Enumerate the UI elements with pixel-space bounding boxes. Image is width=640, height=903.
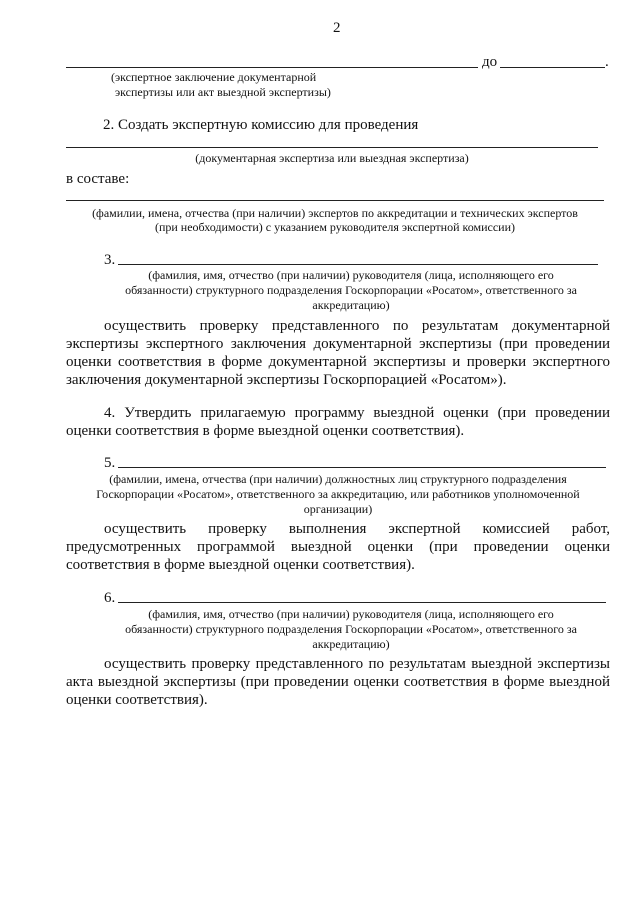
caption: (документарная экспертиза или выездная экспертиза)	[195, 151, 469, 165]
blank-line	[500, 67, 605, 68]
caption: (при необходимости) с указанием руководителя экспертной комиссии)	[154, 220, 516, 234]
blank-line	[66, 147, 598, 148]
caption: (фамилия, имя, отчество (при наличии) руководителя (лица, исполняющего его	[148, 607, 554, 621]
caption: аккредитацию)	[312, 637, 390, 651]
page-number: 2	[333, 20, 341, 36]
caption: обязанности) структурного подразделения Госкорпорации «Росатом», ответственного за	[125, 622, 577, 636]
blank-line	[118, 602, 606, 603]
paragraph-4: 4. Утвердить прилагаемую программу выездной оценки (при проведении	[104, 405, 610, 421]
blank-line	[66, 200, 604, 201]
body-line: оценки соответствия в форме документарной экспертизы и проверки экспертного	[66, 354, 610, 370]
caption: аккредитацию)	[312, 298, 390, 312]
blank-line	[118, 467, 606, 468]
blank-line	[66, 67, 478, 68]
body-line: предусмотренных программой выездной оценки (при проведении оценки	[66, 539, 610, 555]
caption: организации)	[303, 502, 373, 516]
item-number-5: 5.	[104, 455, 116, 471]
body-line: оценки соответствия).	[66, 692, 208, 708]
composition-label: в составе:	[66, 171, 130, 187]
caption: экспертизы или акт выездной экспертизы)	[115, 85, 331, 99]
paragraph-4: оценки соответствия в форме выездной оценки соответствия).	[66, 423, 465, 439]
caption: (экспертное заключение документарной	[111, 70, 317, 84]
body-line: осуществить проверку выполнения экспертной комиссией работ,	[104, 521, 610, 537]
body-line: заключения документарной экспертизы Госкорпорацией «Росатом»).	[66, 372, 507, 388]
body-line: осуществить проверку представленного по результатам документарной	[104, 318, 610, 334]
caption: (фамилии, имена, отчества (при наличии) экспертов по аккредитации и технических экспертов	[92, 206, 578, 220]
body-line: акта выездной экспертизы (при проведении оценки соответствия в форме выездной	[66, 674, 610, 690]
to-label: до	[482, 54, 498, 70]
body-line: соответствия в форме выездной оценки соответствия).	[66, 557, 415, 573]
item-number-3: 3.	[104, 252, 116, 268]
blank-line	[118, 264, 598, 265]
caption: (фамилия, имя, отчество (при наличии) руководителя (лица, исполняющего его	[148, 268, 554, 282]
caption: обязанности) структурного подразделения Госкорпорации «Росатом», ответственного за	[125, 283, 577, 297]
caption: (фамилии, имена, отчества (при наличии) должностных лиц структурного подразделения	[109, 472, 567, 486]
caption: Госкорпорации «Росатом», ответственного за аккредитацию, или работников уполномоченной	[96, 487, 580, 501]
period-mark: .	[605, 54, 609, 70]
body-line: экспертизы экспертного заключения документарной экспертизы (при проведении	[66, 336, 610, 352]
body-line: осуществить проверку представленного по результатам выездной экспертизы	[104, 656, 610, 672]
item-number-6: 6.	[104, 590, 116, 606]
paragraph-2: 2. Создать экспертную комиссию для проведения	[103, 117, 419, 133]
